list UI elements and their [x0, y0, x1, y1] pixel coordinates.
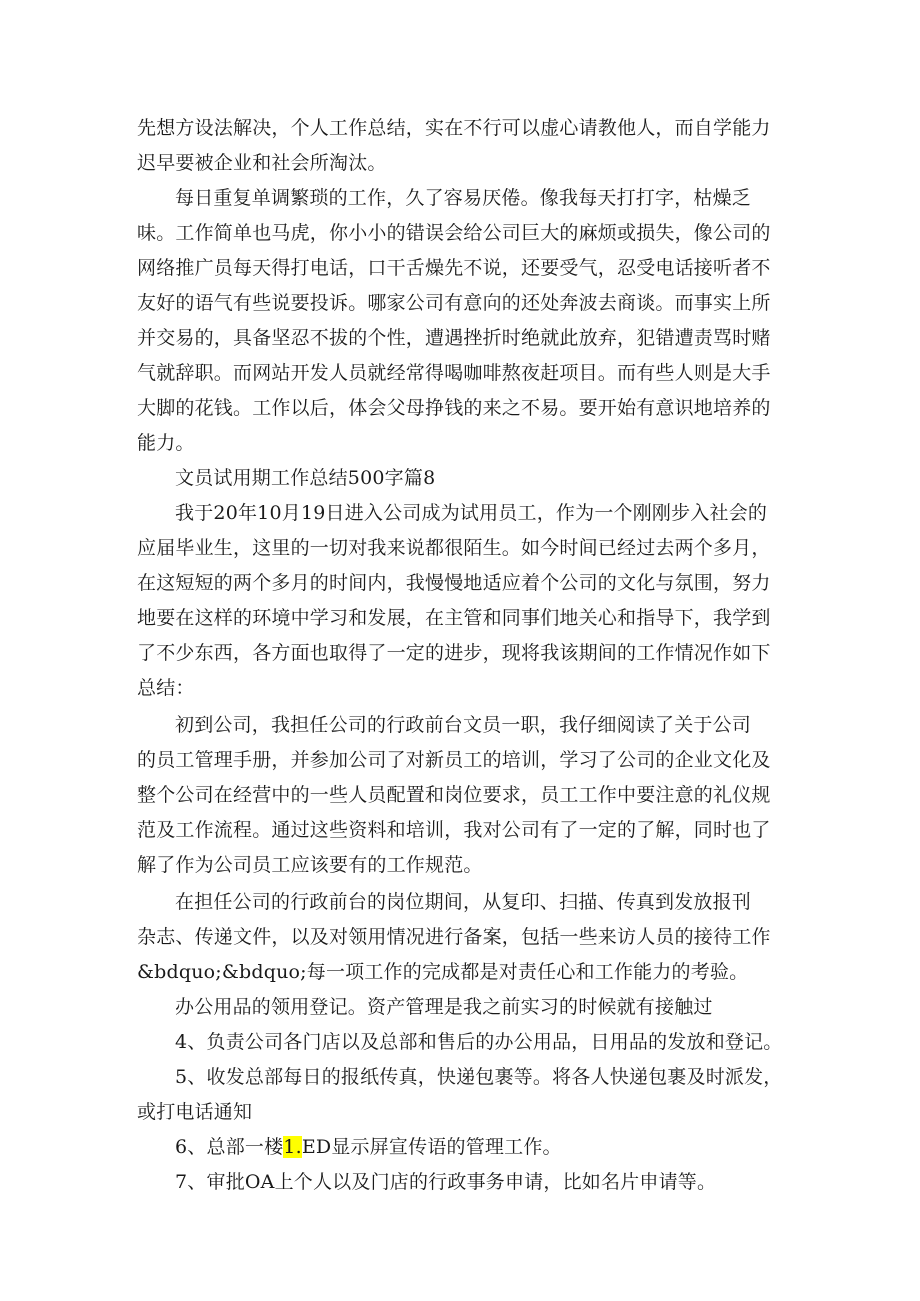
list-item-7	[137, 1165, 787, 1200]
text-line: 迟早要被企业和社会所淘汰。	[137, 152, 387, 174]
paragraph-4	[137, 708, 787, 883]
text-line: 初到公司，我担任公司的行政前台文员一职，我仔细阅读了关于公司	[175, 714, 752, 736]
text-line: 5、收发总部每日的报纸传真，快递包裹等。将各人快递包裹及时派发，	[175, 1066, 783, 1088]
paragraph-1	[137, 111, 787, 181]
document-body	[137, 111, 787, 1200]
text-line: 解了作为公司员工应该要有的工作规范。	[137, 854, 483, 876]
text-line: &bdquo;&bdquo;每一项工作的完成都是对责任心和工作能力的考验。	[137, 961, 749, 983]
text-line: 范及工作流程。通过这些资料和培训，我对公司有了一定的了解，同时也了	[137, 819, 771, 841]
text-line: 总结：	[137, 677, 195, 699]
item6-suffix: ED显示屏宣传语的管理工作。	[301, 1136, 562, 1158]
text-line: 气就辞职。而网站开发人员就经常得喝咖啡熬夜赶项目。而有些人则是大手	[137, 362, 771, 384]
text-line: 或打电话通知	[137, 1101, 253, 1123]
text-line: 味。工作简单也马虎，你小小的错误会给公司巨大的麻烦或损失，像公司的	[137, 222, 771, 244]
text-line: 的员工管理手册，并参加公司了对新员工的培训，学习了公司的企业文化及	[137, 749, 771, 771]
section-heading	[137, 461, 787, 496]
text-line: 能力。	[137, 432, 195, 454]
text-line: 地要在这样的环境中学习和发展，在主管和同事们地关心和指导下，我学到	[137, 607, 771, 629]
text-line: 我于20年10月19日进入公司成为试用员工，作为一个刚刚步入社会的	[175, 502, 768, 524]
text-line: 先想方设法解决，个人工作总结，实在不行可以虚心请教他人，而自学能力	[137, 117, 771, 139]
text-line: 应届毕业生，这里的一切对我来说都很陌生。如今时间已经过去两个多月，	[137, 537, 771, 559]
paragraph-6	[137, 990, 787, 1025]
text-line: 办公用品的领用登记。资产管理是我之前实习的时候就有接触过	[175, 996, 713, 1018]
text-line: 整个公司在经营中的一些人员配置和岗位要求，员工工作中要注意的礼仪规	[137, 784, 771, 806]
list-item-5	[137, 1060, 787, 1130]
list-item-4	[137, 1025, 787, 1060]
paragraph-5	[137, 885, 787, 990]
text-line	[137, 1130, 787, 1165]
paragraph-2	[137, 181, 787, 461]
text-line: 了不少东西，各方面也取得了一定的进步，现将我该期间的工作情况作如下	[137, 642, 771, 664]
text-line: 7、审批OA上个人以及门店的行政事务申请，比如名片申请等。	[175, 1171, 717, 1193]
heading-text: 文员试用期工作总结500字篇8	[175, 467, 436, 489]
text-line: 每日重复单调繁琐的工作，久了容易厌倦。像我每天打打字，枯燥乏	[175, 187, 752, 209]
text-line: 并交易的，具备坚忍不拔的个性，遭遇挫折时绝就此放弃，犯错遭责骂时赌	[137, 327, 771, 349]
paragraph-3	[137, 496, 787, 706]
text-line: 杂志、传递文件，以及对领用情况进行备案，包括一些来访人员的接待工作	[137, 926, 771, 948]
item6-prefix: 6、总部一楼	[175, 1136, 284, 1158]
text-line: 4、负责公司各门店以及总部和售后的办公用品，日用品的发放和登记。	[175, 1031, 783, 1053]
text-line: 友好的语气有些说要投诉。哪家公司有意向的还处奔波去商谈。而事实上所	[137, 292, 771, 314]
highlighted-text: 1.	[283, 1136, 302, 1158]
text-line: 在担任公司的行政前台的岗位期间，从复印、扫描、传真到发放报刊	[175, 891, 752, 913]
text-line: 大脚的花钱。工作以后，体会父母挣钱的来之不易。要开始有意识地培养的	[137, 397, 771, 419]
list-item-6	[137, 1130, 787, 1165]
text-line: 网络推广员每天得打电话，口干舌燥先不说，还要受气，忍受电话接听者不	[137, 257, 771, 279]
text-line: 在这短短的两个多月的时间内，我慢慢地适应着个公司的文化与氛围，努力	[137, 572, 771, 594]
